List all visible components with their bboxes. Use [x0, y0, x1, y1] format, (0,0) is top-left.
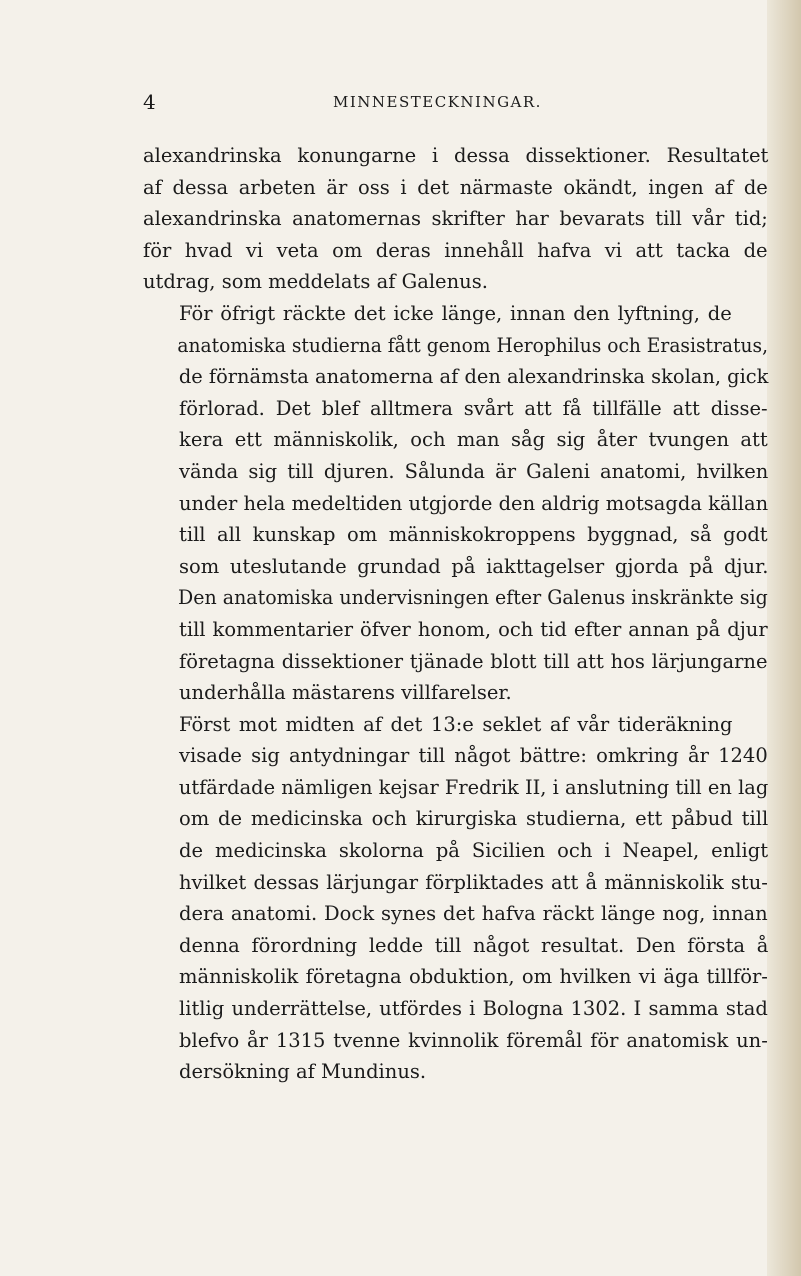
- text-line: visade sig antydningar till något bättre: omkring år 1240: [179, 744, 768, 768]
- text-line: förlorad. Det blef alltmera svårt att få tillfälle att disse-: [179, 396, 768, 420]
- text-line: af dessa arbeten är oss i det närmaste okändt, ingen af de: [143, 175, 768, 199]
- paragraph-1: [143, 140, 768, 298]
- text-line: litlig underrättelse, utfördes i Bologna 1302. I samma stad: [179, 997, 768, 1021]
- text-line: Först mot midten af det 13:e seklet af vår tideräkning: [179, 712, 733, 736]
- text-line: om de medicinska och kirurgiska studierna, ett påbud till: [179, 807, 769, 831]
- text-line: alexandrinska konungarne i dessa dissektioner. Resultatet: [143, 144, 769, 167]
- text-line: under hela medeltiden utgjorde den aldrig motsagda källan: [178, 491, 769, 515]
- text-line: alexandrinska anatomernas skrifter har bevarats till vår tid;: [143, 207, 768, 231]
- text-line: underhålla mästarens villfarelser.: [179, 681, 512, 705]
- text-line: till kommentarier öfver honom, och tid efter annan på djur: [179, 617, 768, 641]
- body-text: [143, 140, 768, 1088]
- text-line: för hvad vi veta om deras innehåll hafva vi att tacka de: [143, 238, 768, 262]
- text-line: företagna dissektioner tjänade blott till att hos lärjungarne: [179, 649, 768, 673]
- text-line: som uteslutande grundad på iakttagelser gjorda på djur.: [179, 554, 769, 578]
- text-line: anatomiska studierna fått genom Herophilus och Erasistratus,: [177, 333, 769, 357]
- text-line: kera ett människolik, och man såg sig åter tvungen att: [179, 428, 768, 452]
- text-line: För öfrigt räckte det icke länge, innan den lyftning, de: [179, 301, 732, 325]
- page-header: [143, 90, 768, 114]
- text-line: denna förordning ledde till något resultat. Den första å: [179, 933, 769, 957]
- paragraph-2: [143, 298, 768, 709]
- text-line: de förnämsta anatomerna af den alexandrinska skolan, gick: [178, 365, 769, 389]
- text-line: Den anatomiska undervisningen efter Galenus inskränkte sig: [178, 586, 768, 610]
- text-line: hvilket dessas lärjungar förpliktades att å människolik stu-: [179, 870, 768, 894]
- text-line: dersökning af Mundinus.: [179, 1060, 427, 1084]
- page-number: 4: [143, 90, 156, 114]
- text-line: till all kunskap om människokroppens byggnad, så godt: [179, 523, 768, 547]
- text-line: dera anatomi. Dock synes det hafva räckt länge nog, innan: [179, 902, 768, 926]
- text-line: människolik företagna obduktion, om hvilken vi äga tillför-: [179, 965, 768, 989]
- page-edge-shadow: [767, 0, 801, 1276]
- running-head: MINNESTECKNINGAR.: [333, 93, 542, 111]
- text-line: blefvo år 1315 tvenne kvinnolik föremål för anatomisk un-: [179, 1028, 768, 1052]
- text-line: de medicinska skolorna på Sicilien och i Neapel, enligt: [179, 839, 769, 863]
- text-line: utfärdade nämligen kejsar Fredrik II, i anslutning till en lag: [178, 775, 769, 799]
- text-line: vända sig till djuren. Sålunda är Galeni anatomi, hvilken: [179, 459, 769, 483]
- paragraph-3: [143, 709, 768, 1088]
- text-line: utdrag, som meddelats af Galenus.: [143, 270, 488, 294]
